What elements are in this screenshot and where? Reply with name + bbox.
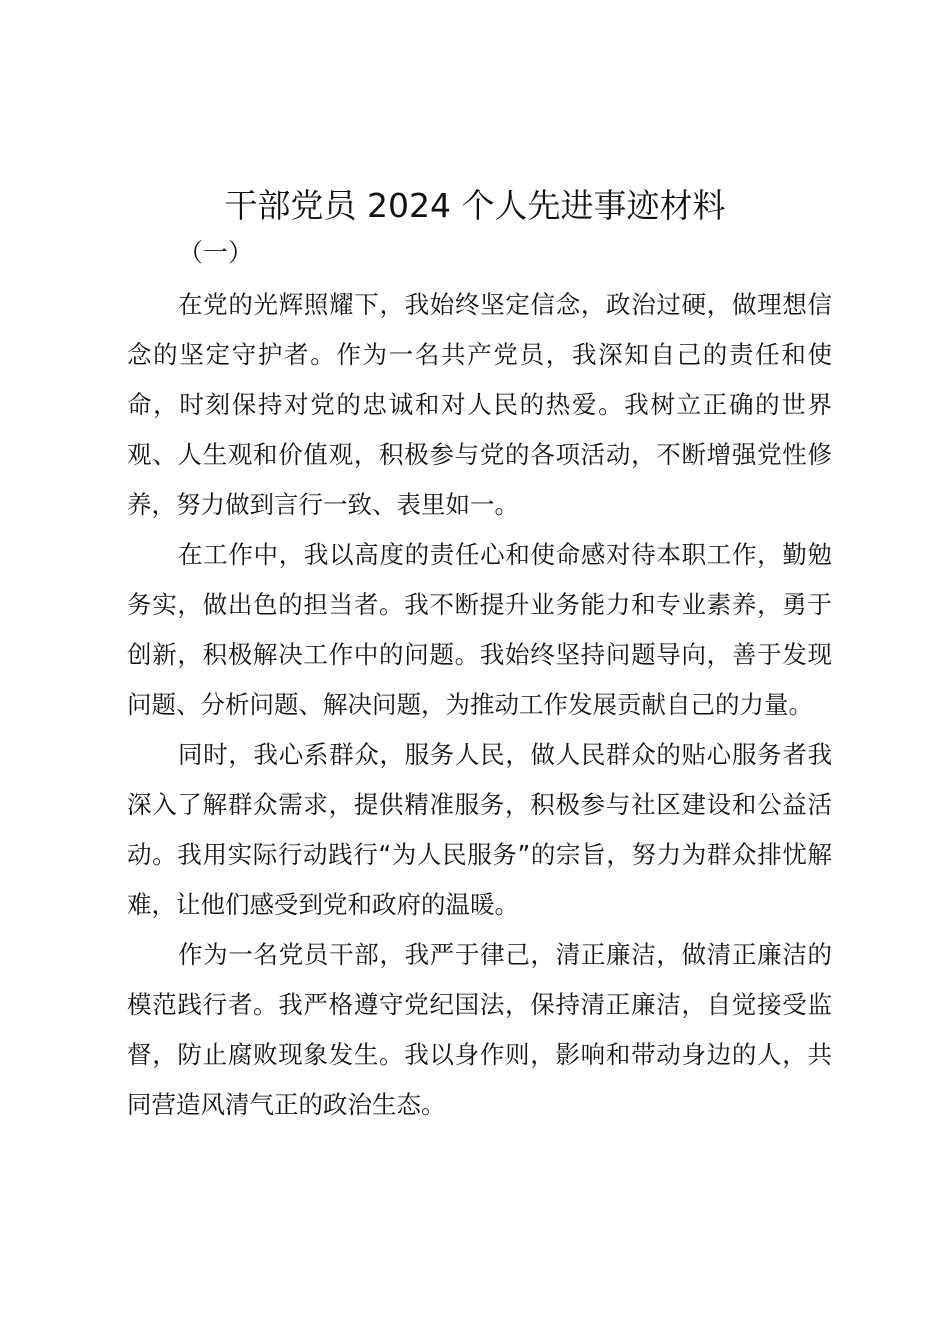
document-body bbox=[127, 280, 832, 1130]
paragraph-1: 在党的光辉照耀下，我始终坚定信念，政治过硬，做理想信念的坚定守护者。作为一名共产党员，我深知自己的责任和使命，时刻保持对党的忠诚和对人民的热爱。我树立正确的世界观、人生观和价值观，积极参与党的各项活动，不断增强党性修养，努力做到言行一致、表里如一。 bbox=[127, 290, 832, 519]
document-title: 干部党员 2024 个人先进事迹材料 bbox=[224, 186, 726, 225]
paragraph-2: 在工作中，我以高度的责任心和使命感对待本职工作，勤勉务实，做出色的担当者。我不断提升业务能力和专业素养，勇于创新，积极解决工作中的问题。我始终坚持问题导向，善于发现问题、分析问题、解决问题，为推动工作发展贡献自己的力量。 bbox=[127, 540, 832, 719]
section-label: （一） bbox=[178, 238, 254, 267]
paragraph-3: 同时，我心系群众，服务人民，做人民群众的贴心服务者我深入了解群众需求，提供精准服务，积极参与社区建设和公益活动。我用实际行动践行“为人民服务”的宗旨，努力为群众排忧解难，让他们感受到党和政府的温暖。 bbox=[127, 740, 832, 919]
paragraph-4: 作为一名党员干部，我严于律己，清正廉洁，做清正廉洁的模范践行者。我严格遵守党纪国法，保持清正廉洁，自觉接受监督，防止腐败现象发生。我以身作则，影响和带动身边的人，共同营造风清气正的政治生态。 bbox=[127, 940, 832, 1119]
